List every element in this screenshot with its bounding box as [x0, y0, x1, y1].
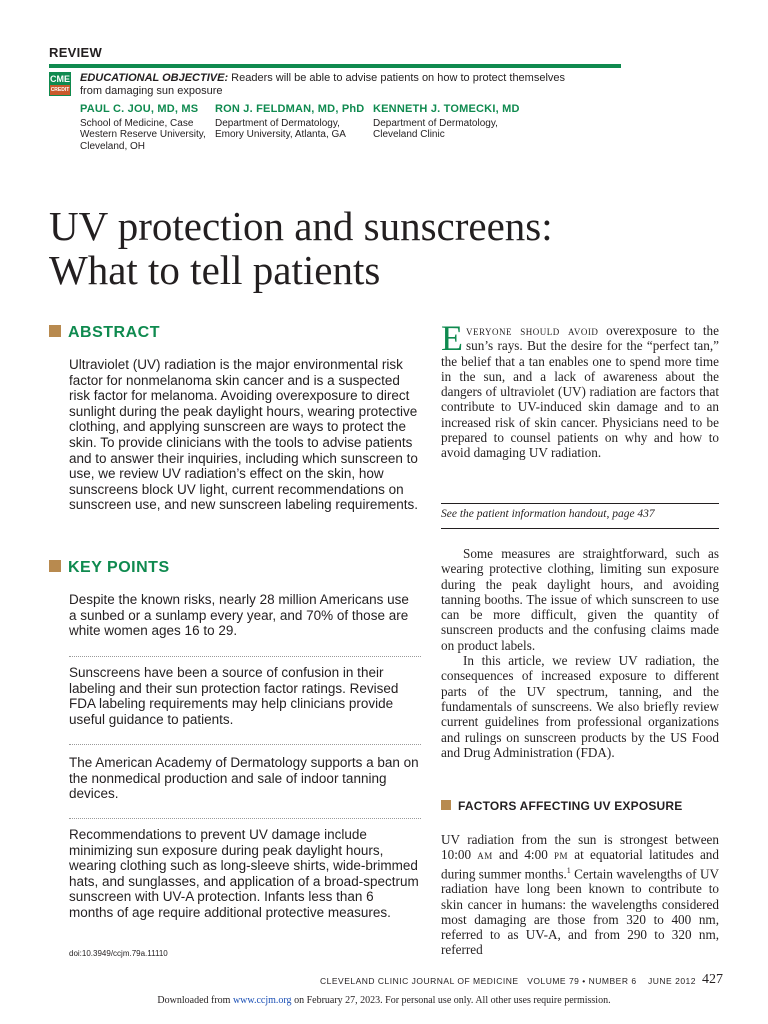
key-points-heading	[49, 559, 170, 577]
title-line-2: What to tell patients	[49, 247, 381, 293]
cme-badge-top: CME	[50, 74, 70, 84]
ccjm-link[interactable]: www.ccjm.org	[232, 995, 292, 1006]
intro-paragraph	[441, 318, 719, 461]
reference-marker: 1	[566, 865, 571, 875]
doi: doi:10.3949/ccjm.79a.11110	[69, 949, 168, 958]
cme-badge-bottom: CREDIT	[50, 87, 70, 93]
author-affiliation: Department of Dermatology, Cleveland Clinic	[373, 117, 498, 140]
square-bullet-icon	[441, 800, 451, 810]
divider	[69, 744, 421, 745]
factors-text-c: at equatorial latitudes and during summer months.	[441, 847, 719, 881]
pm-label: pm	[554, 847, 569, 863]
factors-text-d: Certain wavelengths of UV radiation have long been known to contribute to skin cancer in humans: the wavelengths considered most damaging are those from 320 to 400 nm, referred to as UV-A, and from 290 to 320 nm, referred	[441, 865, 719, 958]
footer-volume: VOLUME 79	[527, 976, 580, 986]
key-point: The American Academy of Dermatology supports a ban on the nonmedical production and sale of indoor tanning devices.	[69, 755, 419, 802]
square-bullet-icon	[49, 560, 61, 572]
abstract-heading-text: ABSTRACT	[68, 324, 160, 341]
title-line-1: UV protection and sunscreens:	[49, 203, 553, 249]
body-paragraph: In this article, we review UV radiation, the consequences of increased exposure to different parts of the UV spectrum, tanning, and the fundamentals of sunscreens. We also briefly review current guidelines from professional organizations and rulings on sunscreen products by the US Food and Drug Administration (FDA).	[441, 653, 719, 760]
author-block	[80, 104, 230, 152]
footer-bullet: •	[582, 976, 586, 986]
section-label: REVIEW	[49, 45, 103, 60]
download-suffix: on February 27, 2023. For personal use only. All other uses require permission.	[291, 995, 611, 1006]
footer-date: JUNE 2012	[648, 976, 696, 986]
key-points-heading-text: KEY POINTS	[68, 559, 170, 576]
drop-cap: E	[441, 318, 463, 358]
abstract-body: Ultraviolet (UV) radiation is the major environmental risk factor for nonmelanoma skin cancer and is a suspected risk factor for melanoma. Avoiding overexposure to direct sunlight during the peak daylight hours, wearing protective clothing, and applying sunscreen are ways to protect the skin. To provide clinicians with the tools to advise patients and to answer their inquiries, including which sunscreen to use, we review UV radiation’s effect on the skin, how sunscreens block UV light, current recommendations on sunscreen use, and new sunscreen labeling requirements.	[69, 357, 418, 513]
download-notice	[0, 995, 768, 1006]
abstract-heading	[49, 324, 160, 342]
key-point: Recommendations to prevent UV damage include minimizing sun exposure during peak daylight hours, wearing clothing such as long-sleeve shirts, wide-brimmed hats, and sunglasses, and application of a broad-spectrum sunscreen with UV-A protection. Infants less than 6 months of age require additional protective measures.	[69, 827, 419, 920]
header-rule	[49, 64, 621, 68]
factors-paragraph	[441, 832, 719, 958]
handout-rule-bottom	[441, 528, 719, 529]
square-bullet-icon	[49, 325, 61, 337]
author-block	[215, 104, 365, 141]
intro-smallcaps: veryone should avoid	[466, 323, 599, 338]
footer-number: NUMBER 6	[588, 976, 637, 986]
page-number: 427	[702, 972, 723, 987]
journal-footer	[320, 976, 696, 986]
factors-heading	[441, 799, 683, 813]
intro-text: overexposure to the sun’s rays. But the desire for the “perfect tan,” the belief that a tan enables one to spend more time in the sun, and a lack of awareness about the dangers of ultraviolet (UV) radiation are factors that contribute to UV-induced skin damage and to an increased risk of skin cancer. Physicians need to be prepared to counsel patients on why and how to avoid damaging UV radiation.	[441, 323, 719, 461]
key-point: Despite the known risks, nearly 28 million Americans use a sunbed or a sunlamp every year, and 70% of those are white women ages 16 to 29.	[69, 592, 409, 639]
body-text	[441, 546, 719, 760]
educational-objective	[80, 72, 580, 98]
key-point: Sunscreens have been a source of confusion in their labeling and their sun protection factor ratings. Revised FDA labeling requirements may help clinicians provide useful guidance to patients.	[69, 665, 399, 727]
footer-journal: CLEVELAND CLINIC JOURNAL OF MEDICINE	[320, 976, 519, 986]
am-label: am	[477, 847, 493, 863]
factors-heading-text: FACTORS AFFECTING UV EXPOSURE	[458, 799, 683, 813]
download-prefix: Downloaded from	[157, 995, 233, 1006]
author-block	[373, 104, 520, 141]
patient-handout-note: See the patient information handout, page 437	[441, 508, 655, 520]
cme-credit-badge	[49, 72, 71, 96]
author-name: KENNETH J. TOMECKI, MD	[373, 103, 520, 115]
author-affiliation: Department of Dermatology, Emory University, Atlanta, GA	[215, 117, 346, 140]
author-name: RON J. FELDMAN, MD, PhD	[215, 103, 365, 115]
objective-text: Readers will be able to advise patients on how to protect themselves from damaging sun exposure	[80, 72, 566, 97]
factors-text-b: and 4:00	[492, 847, 555, 863]
author-affiliation: School of Medicine, Case Western Reserve University, Cleveland, OH	[80, 117, 206, 152]
body-paragraph: Some measures are straightforward, such as wearing protective clothing, limiting sun exposure during the peak daylight hours, and avoiding tanning booths. The issue of which sunscreen to use can be more difficult, given the quantity of sunscreen products and the confusing claims made on product labels.	[441, 546, 719, 653]
objective-lead: EDUCATIONAL OBJECTIVE:	[80, 72, 229, 84]
factors-text-a: UV radiation from the sun is strongest between 10:00	[441, 832, 719, 863]
handout-rule-top	[441, 503, 719, 504]
article-title	[49, 204, 689, 292]
divider	[69, 656, 421, 657]
divider	[69, 818, 421, 819]
author-name: PAUL C. JOU, MD, MS	[80, 103, 199, 115]
